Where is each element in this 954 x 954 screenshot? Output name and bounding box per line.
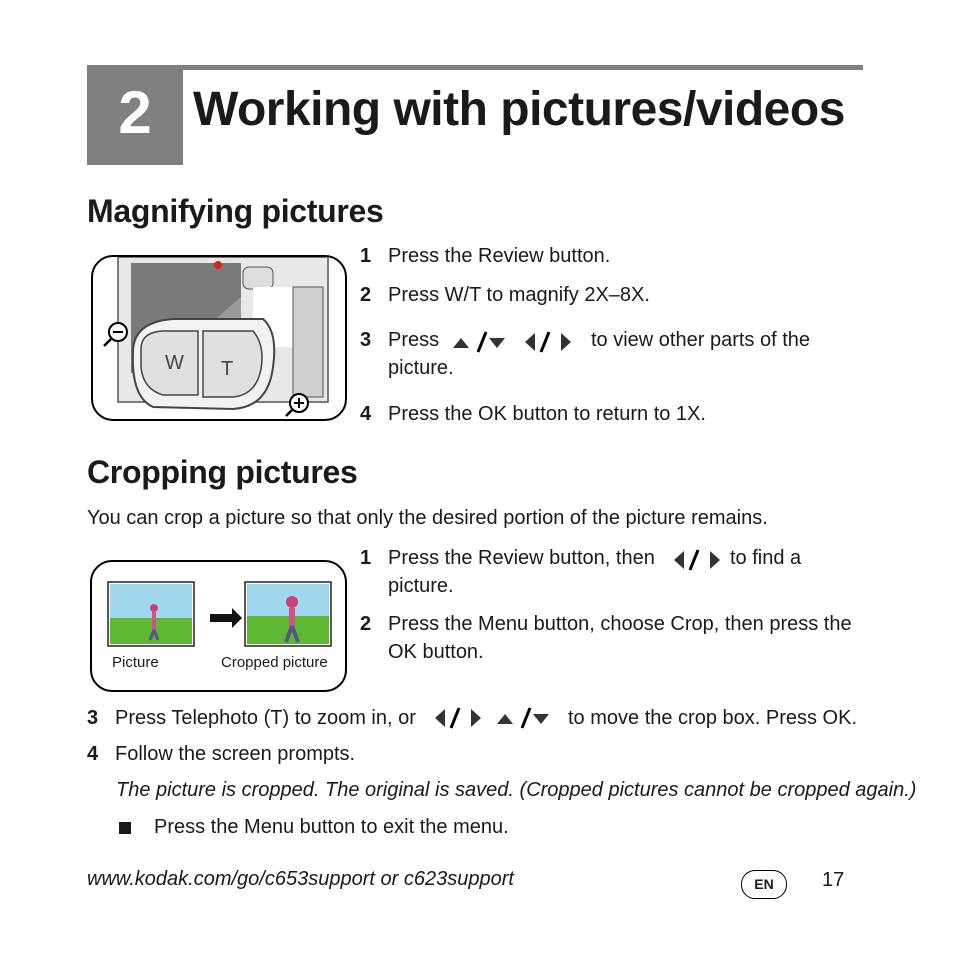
- chapter-number: 2: [87, 65, 183, 165]
- crop-step-2-num: 2: [360, 613, 372, 635]
- crop-intro: You can crop a picture so that only the desired portion of the picture remains.: [87, 507, 768, 529]
- magnify-step-3-text-before: Press: [388, 329, 440, 351]
- crop-figure: [90, 560, 347, 692]
- crop-step-4-text: Follow the screen prompts.: [115, 743, 356, 765]
- up-down-arrow-icon: [451, 330, 507, 354]
- page-number: 17: [822, 869, 845, 891]
- left-right-arrow-icon: [670, 548, 726, 572]
- magnify-heading: Magnifying pictures: [87, 193, 384, 229]
- crop-note: The picture is cropped. The original is saved. (Cropped pictures cannot be cropped again.): [116, 779, 917, 801]
- crop-bullet-text: Press the Menu button to exit the menu.: [154, 816, 509, 838]
- magnify-step-1-num: 1: [360, 245, 372, 267]
- crop-step-2-text: Press the Menu button, choose Crop, then press the: [388, 613, 852, 635]
- crop-step-1-text-after: to find a: [730, 547, 802, 569]
- magnify-step-3-num: 3: [360, 329, 372, 351]
- crop-step-2-text-cont: OK button.: [388, 641, 484, 663]
- w-key-label: W: [165, 352, 184, 374]
- left-right-arrow-icon: [521, 330, 577, 354]
- cropped-picture-label: Cropped picture: [221, 654, 328, 671]
- magnify-step-3-text-cont: picture.: [388, 357, 454, 379]
- crop-heading: Cropping pictures: [87, 454, 358, 490]
- left-right-arrow-icon: [431, 706, 487, 730]
- t-key-label: T: [221, 358, 234, 380]
- chapter-rule: [87, 65, 863, 70]
- magnify-step-2-text: Press W/T to magnify 2X–8X.: [388, 284, 650, 306]
- crop-step-4-num: 4: [87, 743, 99, 765]
- crop-step-1-text-before: Press the Review button, then: [388, 547, 655, 569]
- crop-step-3-text-after: to move the crop box. Press OK.: [568, 707, 858, 729]
- magnify-step-3-text-after: to view other parts of the: [591, 329, 811, 351]
- camera-zoom-figure: [91, 255, 347, 421]
- footer-url: www.kodak.com/go/c653support or c623support: [87, 868, 514, 890]
- magnify-step-1-text: Press the Review button.: [388, 245, 611, 267]
- up-down-arrow-icon: [495, 706, 551, 730]
- bullet-icon: [119, 822, 131, 834]
- crop-step-3-text-before: Press Telephoto (T) to zoom in, or: [115, 707, 416, 729]
- crop-step-3-num: 3: [87, 707, 99, 729]
- camera-illustration: [93, 257, 345, 419]
- magnify-step-2-num: 2: [360, 284, 372, 306]
- magnify-step-4-text: Press the OK button to return to 1X.: [388, 403, 706, 425]
- chapter-title: Working with pictures/videos: [193, 83, 845, 136]
- magnify-step-4-num: 4: [360, 403, 372, 425]
- crop-step-1-num: 1: [360, 547, 372, 569]
- picture-label: Picture: [112, 654, 159, 671]
- language-badge: EN: [741, 870, 787, 899]
- crop-step-1-text-cont: picture.: [388, 575, 454, 597]
